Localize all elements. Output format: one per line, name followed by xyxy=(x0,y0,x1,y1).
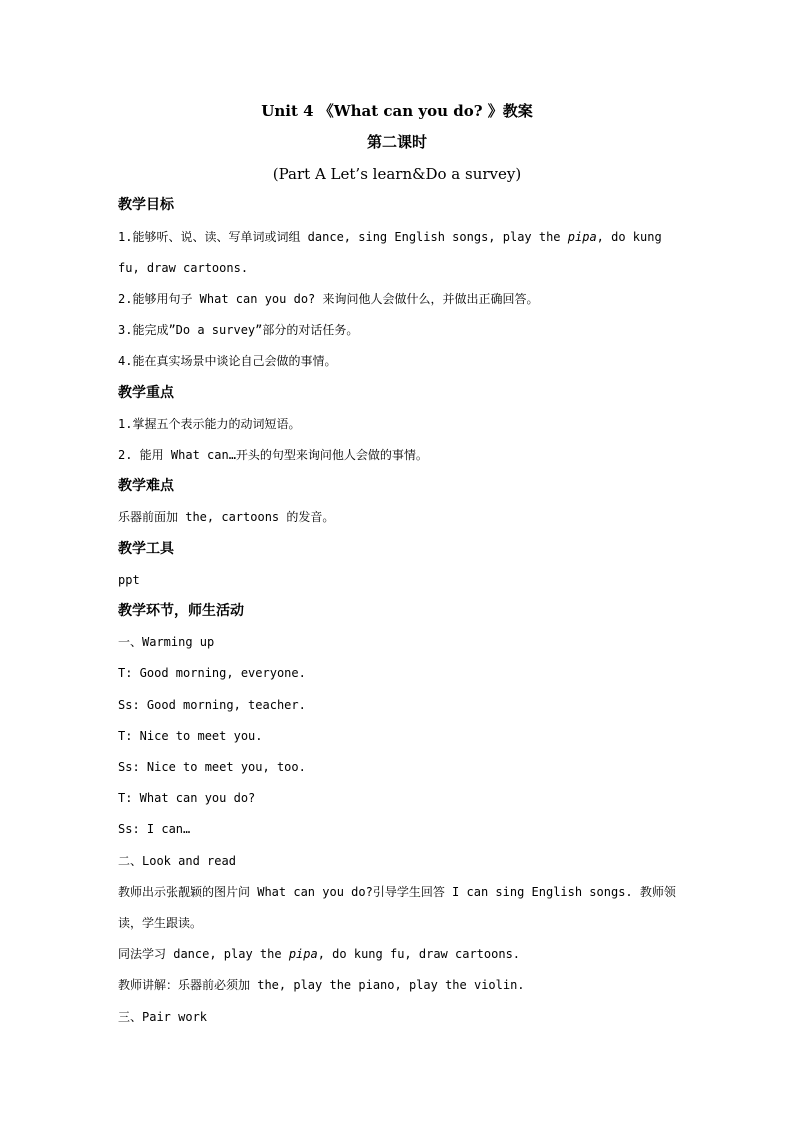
step-2-paragraph-3: 教师讲解：乐器前必须加 the, play the piano, play the violin. xyxy=(118,978,525,992)
dialogue-line-3: T: Nice to meet you. xyxy=(118,729,263,743)
p2-pipa: pipa xyxy=(288,947,318,961)
goal-3: 3.能完成”Do a survey”部分的对话任务。 xyxy=(118,323,359,337)
part-subtitle: (Part A Let’s learn&Do a survey) xyxy=(272,165,522,183)
step-2-title: 二、Look and read xyxy=(118,854,236,868)
tools-heading: 教学工具 xyxy=(118,541,174,557)
goal-1-text-b: , do kung xyxy=(596,230,662,244)
key-points-heading: 教学重点 xyxy=(118,385,174,401)
step-1-title: 一、Warming up xyxy=(118,635,215,649)
dialogue-line-2: Ss: Good morning, teacher. xyxy=(118,698,306,712)
difficulty-1: 乐器前面加 the, cartoons 的发音。 xyxy=(118,510,335,524)
step-2-paragraph-2 xyxy=(118,939,682,970)
goal-4: 4.能在真实场景中谈论自己会做的事情。 xyxy=(118,354,337,368)
dialogue-line-5: T: What can you do? xyxy=(118,791,256,805)
difficulties-heading: 教学难点 xyxy=(118,478,174,494)
dialogue-line-6: Ss: I can… xyxy=(118,822,191,836)
lesson-label: 第二课时 xyxy=(366,133,427,151)
dialogue-line-4: Ss: Nice to meet you, too. xyxy=(118,760,306,774)
goal-1-pipa: pipa xyxy=(567,230,597,244)
key-point-1: 1.掌握五个表示能力的动词短语。 xyxy=(118,417,301,431)
goal-2: 2.能够用句子 What can you do? 来询问他人会做什么，并做出正确回答。 xyxy=(118,292,539,306)
doc-title: Unit 4 《What can you do? 》教案 xyxy=(261,102,533,120)
step-2-paragraph-1: 教师出示张靓颖的图片问 What can you do?引导学生回答 I can sing English songs. 教师领 xyxy=(118,885,676,899)
key-point-2: 2. 能用 What can…开头的句型来询问他人会做的事情。 xyxy=(118,448,428,462)
tools-item: ppt xyxy=(118,573,140,587)
goal-1-continued: fu, draw cartoons. xyxy=(118,261,249,275)
goal-1 xyxy=(118,222,682,253)
step-3-title: 三、Pair work xyxy=(118,1010,208,1024)
p2-text-a: 同法学习 dance, play the xyxy=(118,947,289,961)
p2-text-b: , do kung fu, draw cartoons. xyxy=(317,947,521,961)
step-2-paragraph-1-continued: 读，学生跟读。 xyxy=(118,916,203,930)
goal-1-text-a: 1.能够听、说、读、写单词或词组 dance, sing English songs, play the xyxy=(118,230,568,244)
steps-heading: 教学环节，师生活动 xyxy=(118,603,244,619)
dialogue-line-1: T: Good morning, everyone. xyxy=(118,666,306,680)
goals-heading: 教学目标 xyxy=(118,197,174,213)
